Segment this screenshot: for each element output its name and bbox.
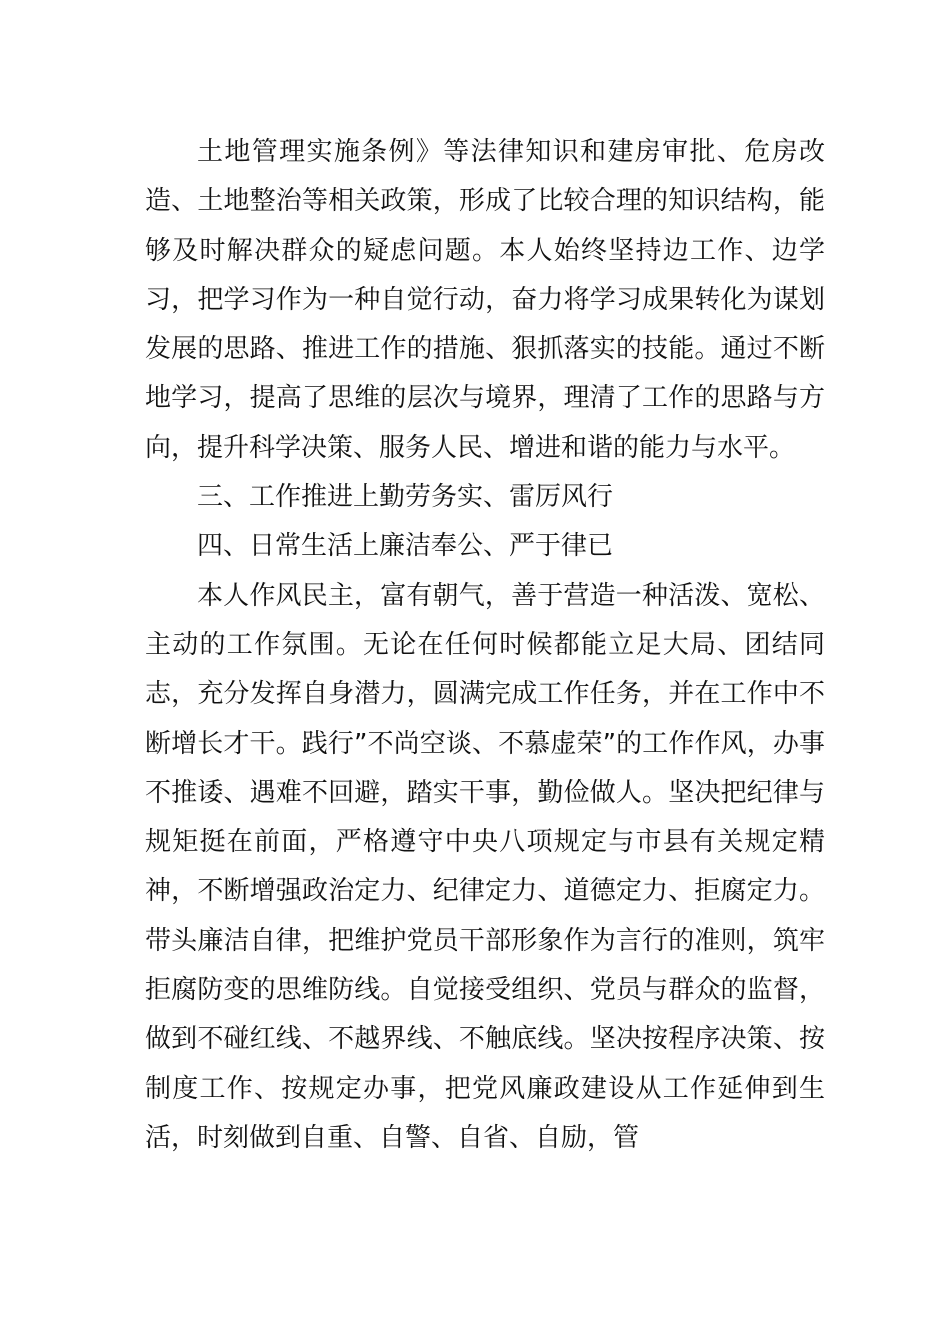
section-heading-life: 四、日常生活上廉洁奉公、严于律已 <box>197 531 614 562</box>
paragraph-conduct: 本人作风民主，富有朝气，善于营造一种活泼、宽松、主动的工作氛围。无论在任何时候都能立足大局、团结同志，充分发挥自身潜力，圆满完成工作任务，并在工作中不断增长才干。践行”不尚空谈、不慕虚荣”的工作作风，办事不推诿、遇难不回避，踏实干事，勤俭做人。坚决把纪律与规矩挺在前面，严格遵守中央八项规定与市县有关规定精神，不断增强政治定力、纪律定力、道德定力、拒腐定力。带头廉洁自律，把维护党员干部形象作为言行的准则，筑牢拒腐防变的思维防线。自觉接受组织、党员与群众的监督，做到不碰红线、不越界线、不触底线。坚决按程序决策、按制度工作、按规定办事，把党风廉政建设从工作延伸到生活，时刻做到自重、自警、自省、自励，管 <box>145 580 825 1153</box>
paragraph-study: 土地管理实施条例》等法律知识和建房审批、危房改造、土地整治等相关政策，形成了比较合理的知识结构，能够及时解决群众的疑虑问题。本人始终坚持边工作、边学习，把学习作为一种自觉行动，奋力将学习成果转化为谋划发展的思路、推进工作的措施、狠抓落实的技能。通过不断地学习，提高了思维的层次与境界，理清了工作的思路与方向，提升科学决策、服务人民、增进和谐的能力与水平。 <box>145 137 825 463</box>
section-heading-work: 三、工作推进上勤劳务实、雷厉风行 <box>197 482 614 513</box>
document-body <box>145 128 825 1163</box>
